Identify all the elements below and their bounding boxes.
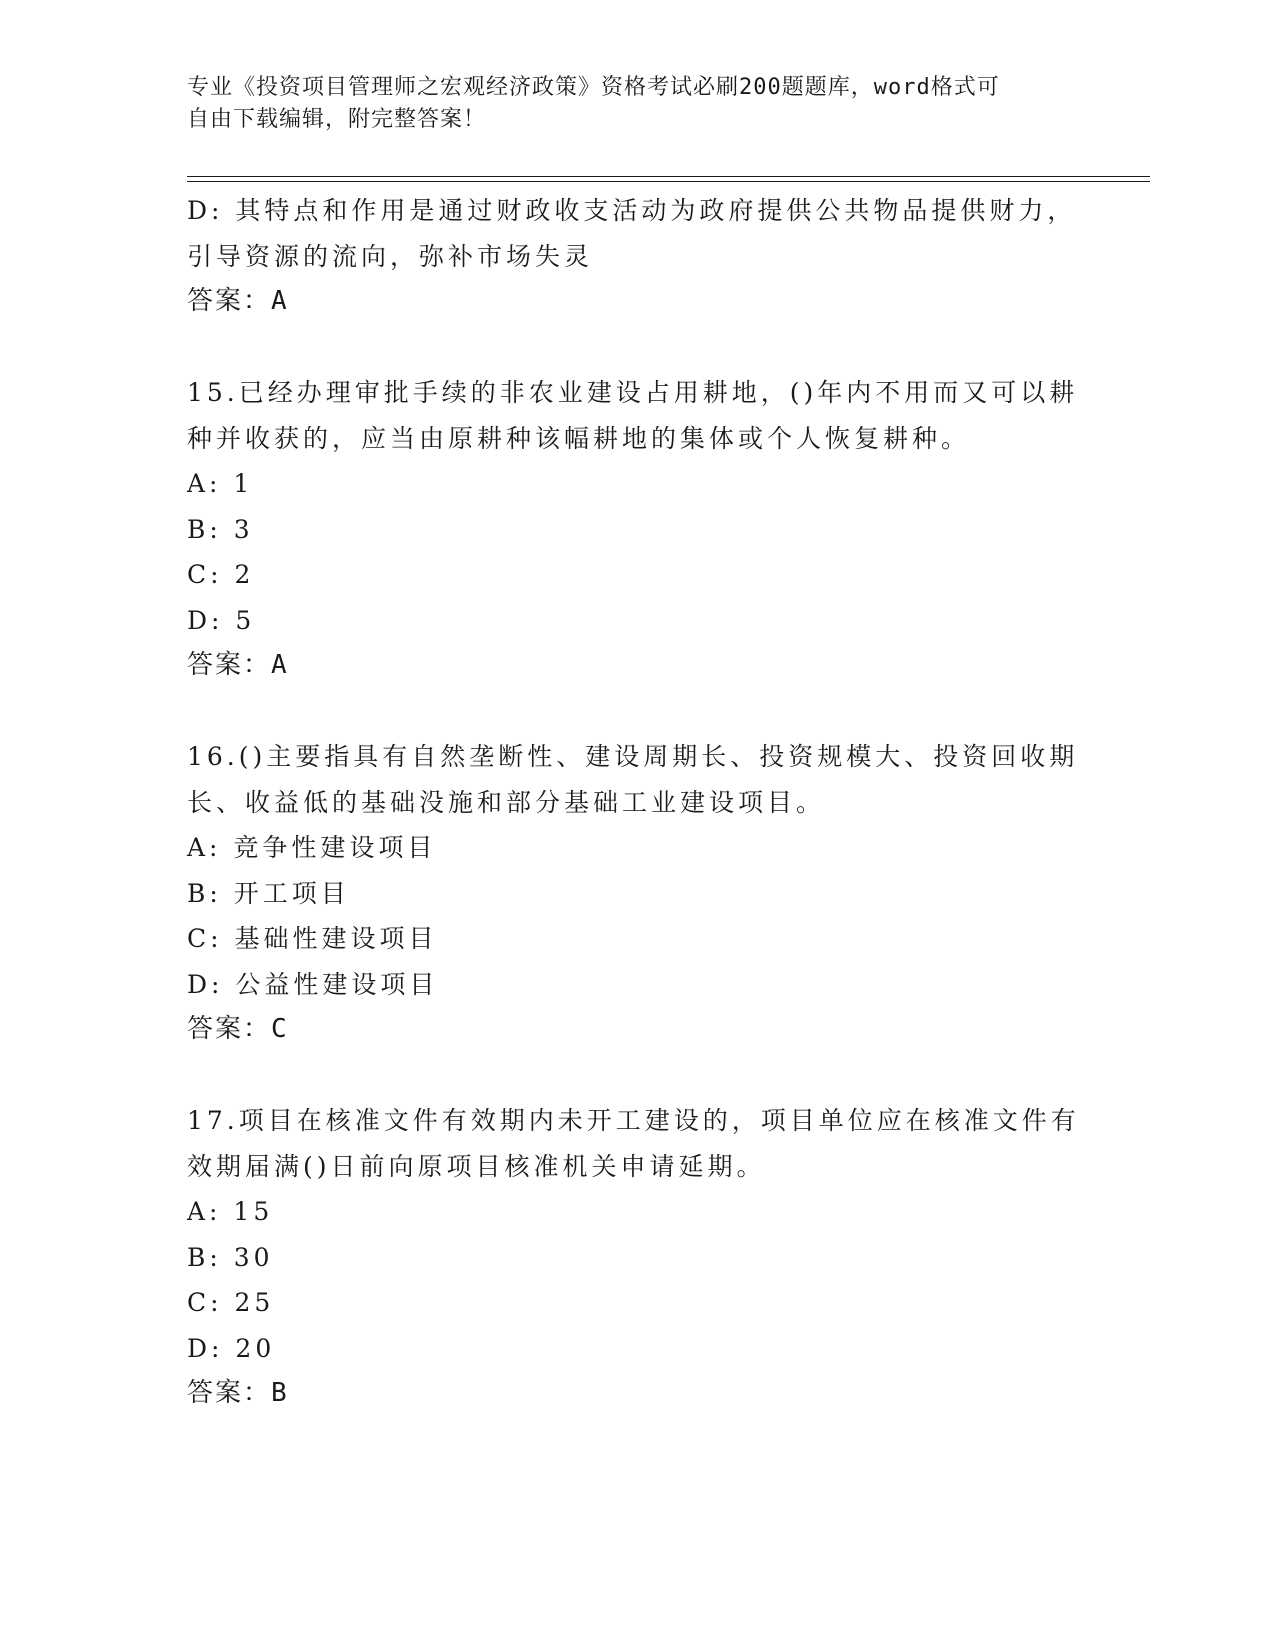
spacer [187, 689, 1087, 735]
answer-label: 答案： [187, 1378, 272, 1408]
header-title-line-2: 自由下载编辑，附完整答案！ [187, 107, 487, 132]
answer-label: 答案： [187, 650, 272, 680]
answer-line [187, 643, 1087, 689]
option-d: D: 20 [187, 1333, 276, 1363]
option-a: A: 15 [187, 1197, 274, 1226]
option-b: B: 开工项目 [187, 878, 350, 908]
answer-value: A [271, 286, 289, 316]
option-c: C: 25 [187, 1288, 275, 1317]
answer-label: 答案： [187, 286, 272, 316]
question-stem: 16.()主要指具有自然垄断性、建设周期长、投资规模大、投资回收期 [187, 742, 1079, 771]
option-a: A: 竞争性建设项目 [187, 833, 437, 862]
option-b: B: 30 [187, 1242, 274, 1272]
question-15 [187, 370, 1087, 689]
question-stem: 17.项目在核准文件有效期内未开工建设的，项目单位应在核准文件有 [187, 1106, 1080, 1135]
option-d-continued: 引导资源的流向，弥补市场失灵 [187, 241, 594, 271]
header-divider-top [187, 176, 1150, 177]
answer-value: C [271, 1014, 289, 1044]
question-stem-continued: 效期届满()日前向原项目核准机关申请延期。 [187, 1151, 766, 1181]
answer-line [187, 1007, 1087, 1053]
answer-line [187, 1371, 1087, 1417]
answer-value: A [271, 650, 289, 680]
option-c: C: 基础性建设项目 [187, 924, 438, 953]
question-16 [187, 734, 1087, 1053]
option-d: D: 公益性建设项目 [187, 969, 439, 999]
spacer [187, 325, 1087, 371]
option-a: A: 1 [187, 469, 254, 498]
spacer [187, 1053, 1087, 1099]
option-d: D: 其特点和作用是通过财政收支活动为政府提供公共物品提供财力， [187, 196, 1077, 225]
answer-label: 答案： [187, 1014, 272, 1044]
option-b: B: 3 [187, 514, 254, 544]
header-title-line-1: 专业《投资项目管理师之宏观经济政策》资格考试必刷200题题库，word格式可 [187, 75, 1000, 100]
answer-line [187, 279, 1087, 325]
answer-value: B [271, 1378, 289, 1408]
question-content [187, 188, 1087, 1417]
question-stem-continued: 长、收益低的基础没施和部分基础工业建设项目。 [187, 787, 826, 817]
document-header [187, 72, 1067, 136]
question-stem-continued: 种并收获的，应当由原耕种该幅耕地的集体或个人恢复耕种。 [187, 423, 971, 453]
question-stem: 15.已经办理审批手续的非农业建设占用耕地，()年内不用而又可以耕 [187, 378, 1079, 407]
question-17 [187, 1098, 1087, 1417]
option-c: C: 2 [187, 560, 255, 589]
option-d: D: 5 [187, 605, 256, 635]
header-divider-bottom [187, 181, 1150, 182]
continued-question-block [187, 188, 1087, 325]
